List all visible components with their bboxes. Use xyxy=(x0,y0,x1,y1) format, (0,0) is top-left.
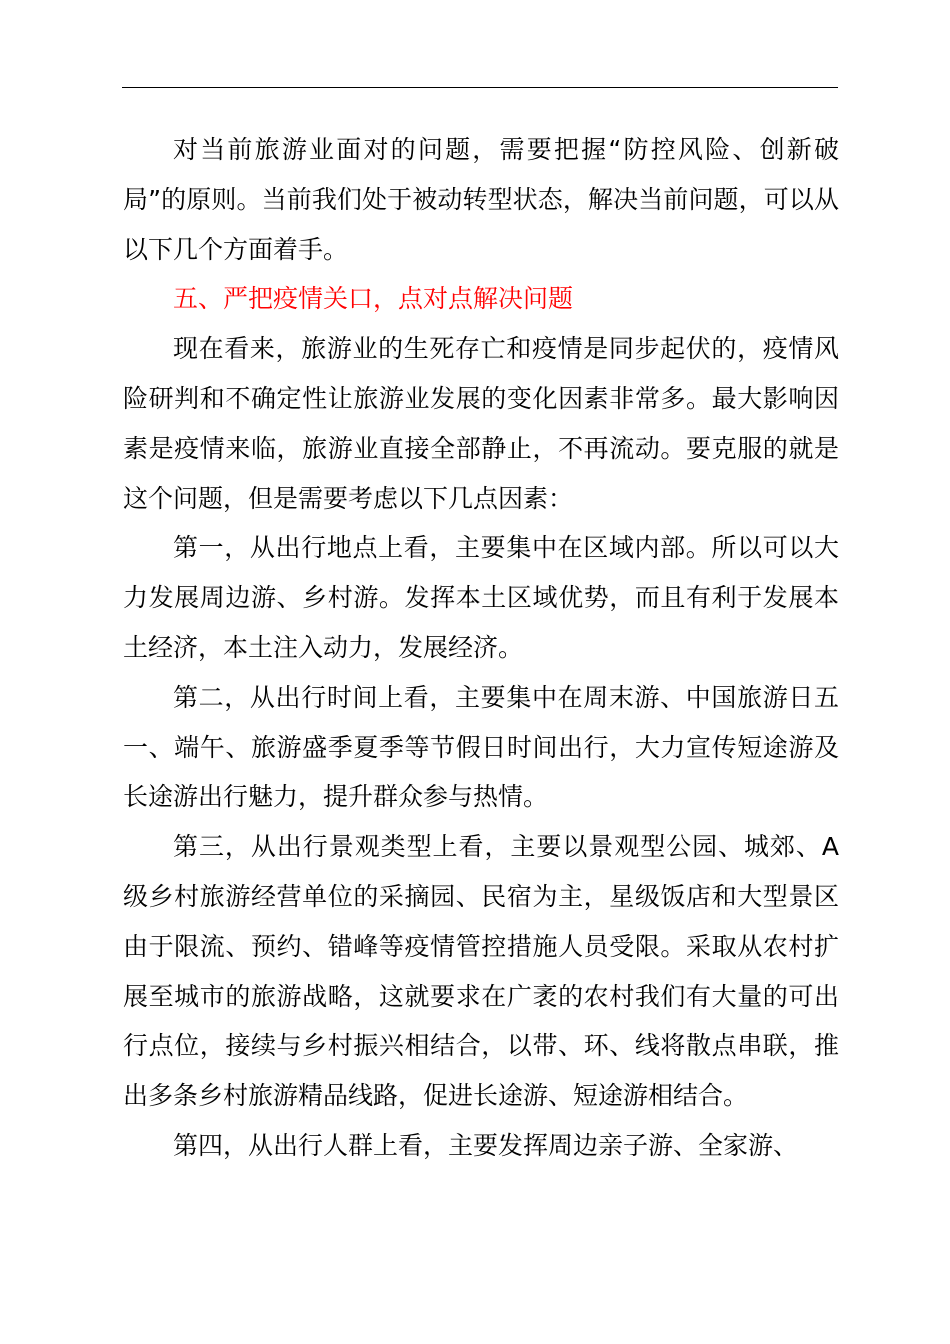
document-body xyxy=(123,125,839,1171)
paragraph-point-four: 第四，从出行人群上看，主要发挥周边亲子游、全家游、 xyxy=(173,1130,799,1160)
paragraph-intro: 对当前旅游业面对的问题，需要把握“防控风险、创新破局”的原则。当前我们处于被动转型状态，解决当前问题，可以从以下几个方面着手。 xyxy=(123,135,839,264)
paragraph-point-two: 第二，从出行时间上看，主要集中在周末游、中国旅游日五一、端午、旅游盛季夏季等节假日时间出行，大力宣传短途游及长途游出行魅力，提升群众参与热情。 xyxy=(123,682,839,812)
header-rule xyxy=(122,87,838,88)
section-heading-five: 五、严把疫情关口，点对点解决问题 xyxy=(173,284,574,314)
paragraph-point-three: 第三，从出行景观类型上看，主要以景观型公园、城郊、A级乡村旅游经营单位的采摘园、民宿为主，星级饭店和大型景区由于限流、预约、错峰等疫情管控措施人员受限。采取从农村扩展至城市的旅游战略，这就要求在广袤的农村我们有大量的可出行点位，接续与乡村振兴相结合，以带、环、线将散点串联，推出多条乡村旅游精品线路，促进长途游、短途游相结合。 xyxy=(123,832,839,1111)
paragraph-point-one: 第一，从出行地点上看，主要集中在区域内部。所以可以大力发展周边游、乡村游。发挥本土区域优势，而且有利于发展本土经济，本土注入动力，发展经济。 xyxy=(123,533,839,662)
paragraph-overview: 现在看来，旅游业的生死存亡和疫情是同步起伏的，疫情风险研判和不确定性让旅游业发展的变化因素非常多。最大影响因素是疫情来临，旅游业直接全部静止，不再流动。要克服的就是这个问题，但是需要考虑以下几点因素： xyxy=(123,334,839,513)
